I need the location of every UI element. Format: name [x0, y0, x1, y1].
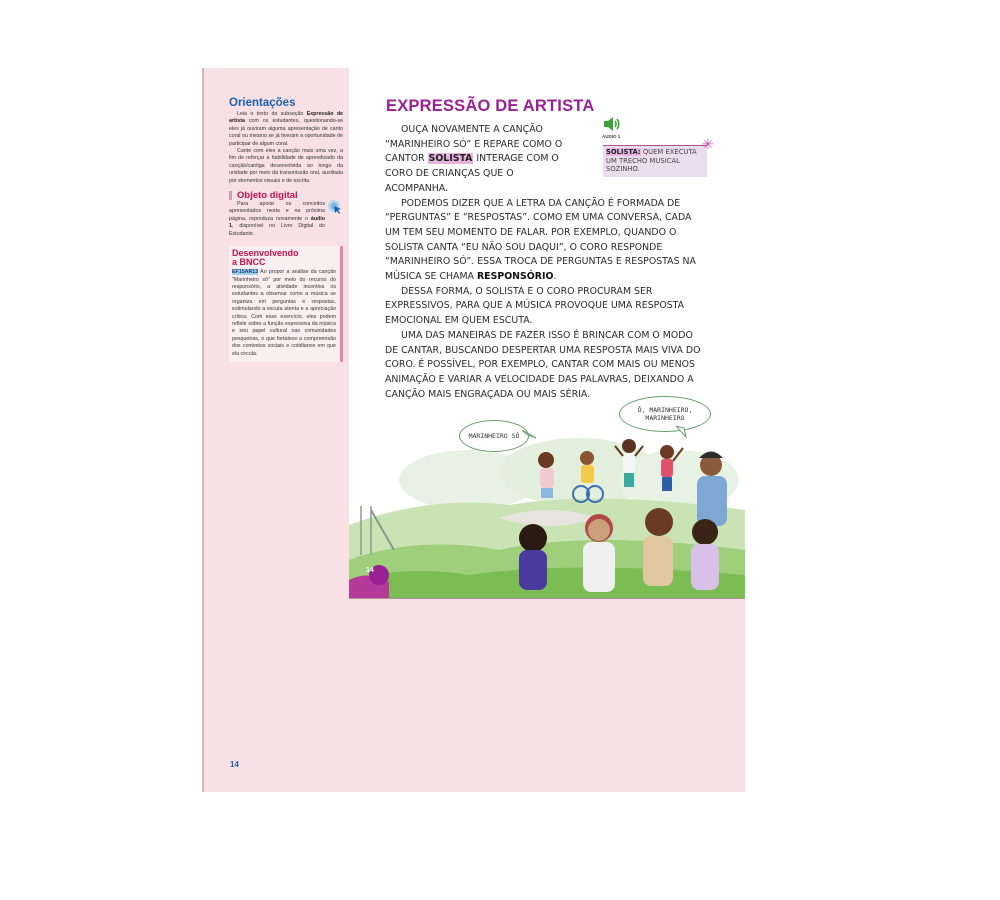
objeto-digital-header: [229, 190, 343, 201]
objeto-digital-title: Objeto digital: [237, 190, 298, 202]
bncc-title: Desenvolvendo a BNCC: [232, 248, 299, 268]
page-title: EXPRESSÃO DE ARTISTA: [386, 97, 595, 115]
objeto-digital-body: [229, 201, 343, 238]
speech-bubble-solo: MARINHEIRO SÓ: [459, 420, 529, 452]
glossary-term: SOLISTA:: [606, 148, 641, 156]
orientacoes-paragraph-1: Leia o texto da subseção Expressão de artista com os estudantes, questionando-se eles já ouviram alguma apresentação de canto coral ou mesmo se já tiveram a oportunidade de participar de algum coral.: [229, 111, 343, 147]
bncc-paragraph: EF15AR13 Ao propor a análise da canção "Marinheiro só" por meio do recurso do responsório, a atividade incentiva os estudantes a observar como a música se organiza em perguntas e respostas, estimulando a escuta atenta e a apreciação crítica. Com esse exercício, eles podem refletir sobre a função expressiva da música e seu papel cultural nas comunidades pesqueiras, o que fortalece a compreensão dos contextos sociais e cotidianos em que ela circula.: [232, 269, 336, 357]
paragraph-1: OUÇA NOVAMENTE A CANÇÃO “MARINHEIRO SÓ” E REPARE COMO O CANTOR SOLISTA INTERAGE COM O CORO DE CRIANÇAS QUE O ACOMPANHA.: [385, 124, 563, 194]
teacher-sidebar: [229, 97, 343, 362]
audience-child-4: [691, 519, 719, 590]
page-number: 14: [230, 760, 239, 769]
orientacoes-paragraph-2: Cante com eles a canção mais uma vez, a fim de reforçar a habilidade de aprendizado da canção/cantiga desenvolvida ao longo da unidade por meio da transmissão oral, auxiliada por elementos visuais e de escrita.: [229, 148, 343, 184]
bncc-box: [229, 246, 343, 362]
bncc-code: EF15AR13: [232, 269, 259, 276]
orientacoes-title: Orientações: [229, 97, 296, 109]
cursor-click-icon[interactable]: [327, 199, 343, 215]
audience-child-2: [583, 514, 615, 592]
main-text: [385, 123, 707, 402]
audience-child-1: [519, 524, 547, 590]
paragraph-4: UMA DAS MANEIRAS DE FAZER ISSO É BRINCAR COM O MODO DE CANTAR, BUSCANDO DESPERTAR UMA RESPOSTA MAIS VIVA DO CORO. É POSSÍVEL, POR EXEMPLO, CANTAR COM MAIS OU MENOS ANIMAÇÃO E VARIAR A VELOCIDADE DAS PALAVRAS, DEIXANDO A CANÇÃO MAIS ENGRAÇADA OU MAIS SÉRIA.: [385, 329, 701, 400]
paragraph-2: PODEMOS DIZER QUE A LETRA DA CANÇÃO É FORMADA DE “PERGUNTAS” E “RESPOSTAS”. COMO EM UMA CONVERSA, CADA UM TEM SEU MOMENTO DE FALAR. POR EXEMPLO, QUANDO O SOLISTA CANTA “EU NÃO SOU DAQUI”, O CORO RESPONDE “MARINHEIRO SÓ”. ESSA TROCA DE PERGUNTAS E RESPOSTAS NA MÚSICA SE CHAMA RESPONSÓRIO.: [385, 197, 696, 283]
objeto-digital-paragraph: Para apoiar os conceitos apresentados nesta e na próxima página, reproduza novamente o áudio 1, disponível no Livro Digital do Estudante.: [229, 201, 325, 237]
bubble-tail-left: [522, 430, 536, 440]
bubble-tail-right: [676, 426, 688, 438]
glossary-definition: QUEM EXECUTA UM TRECHO MUSICAL SOZINHO.: [606, 148, 697, 173]
page-edge: [202, 68, 204, 792]
audio-label: ÁUDIO 1: [602, 134, 621, 139]
section-marker: [229, 191, 232, 200]
paragraph-3: DESSA FORMA, O SOLISTA E O CORO PROCURAM SER EXPRESSIVOS, PARA QUE A MÚSICA PROVOQUE UMA RESPOSTA EMOCIONAL EM QUEM ESCUTA.: [385, 285, 685, 327]
student-page-number: 14: [366, 567, 374, 574]
sparkle-icon: ✳: [702, 136, 714, 152]
choir-illustration: [349, 410, 745, 598]
speech-bubble-choir: Ô, MARINHEIRO, MARINHEIRO: [619, 396, 711, 432]
audience-child-3: [643, 508, 673, 586]
